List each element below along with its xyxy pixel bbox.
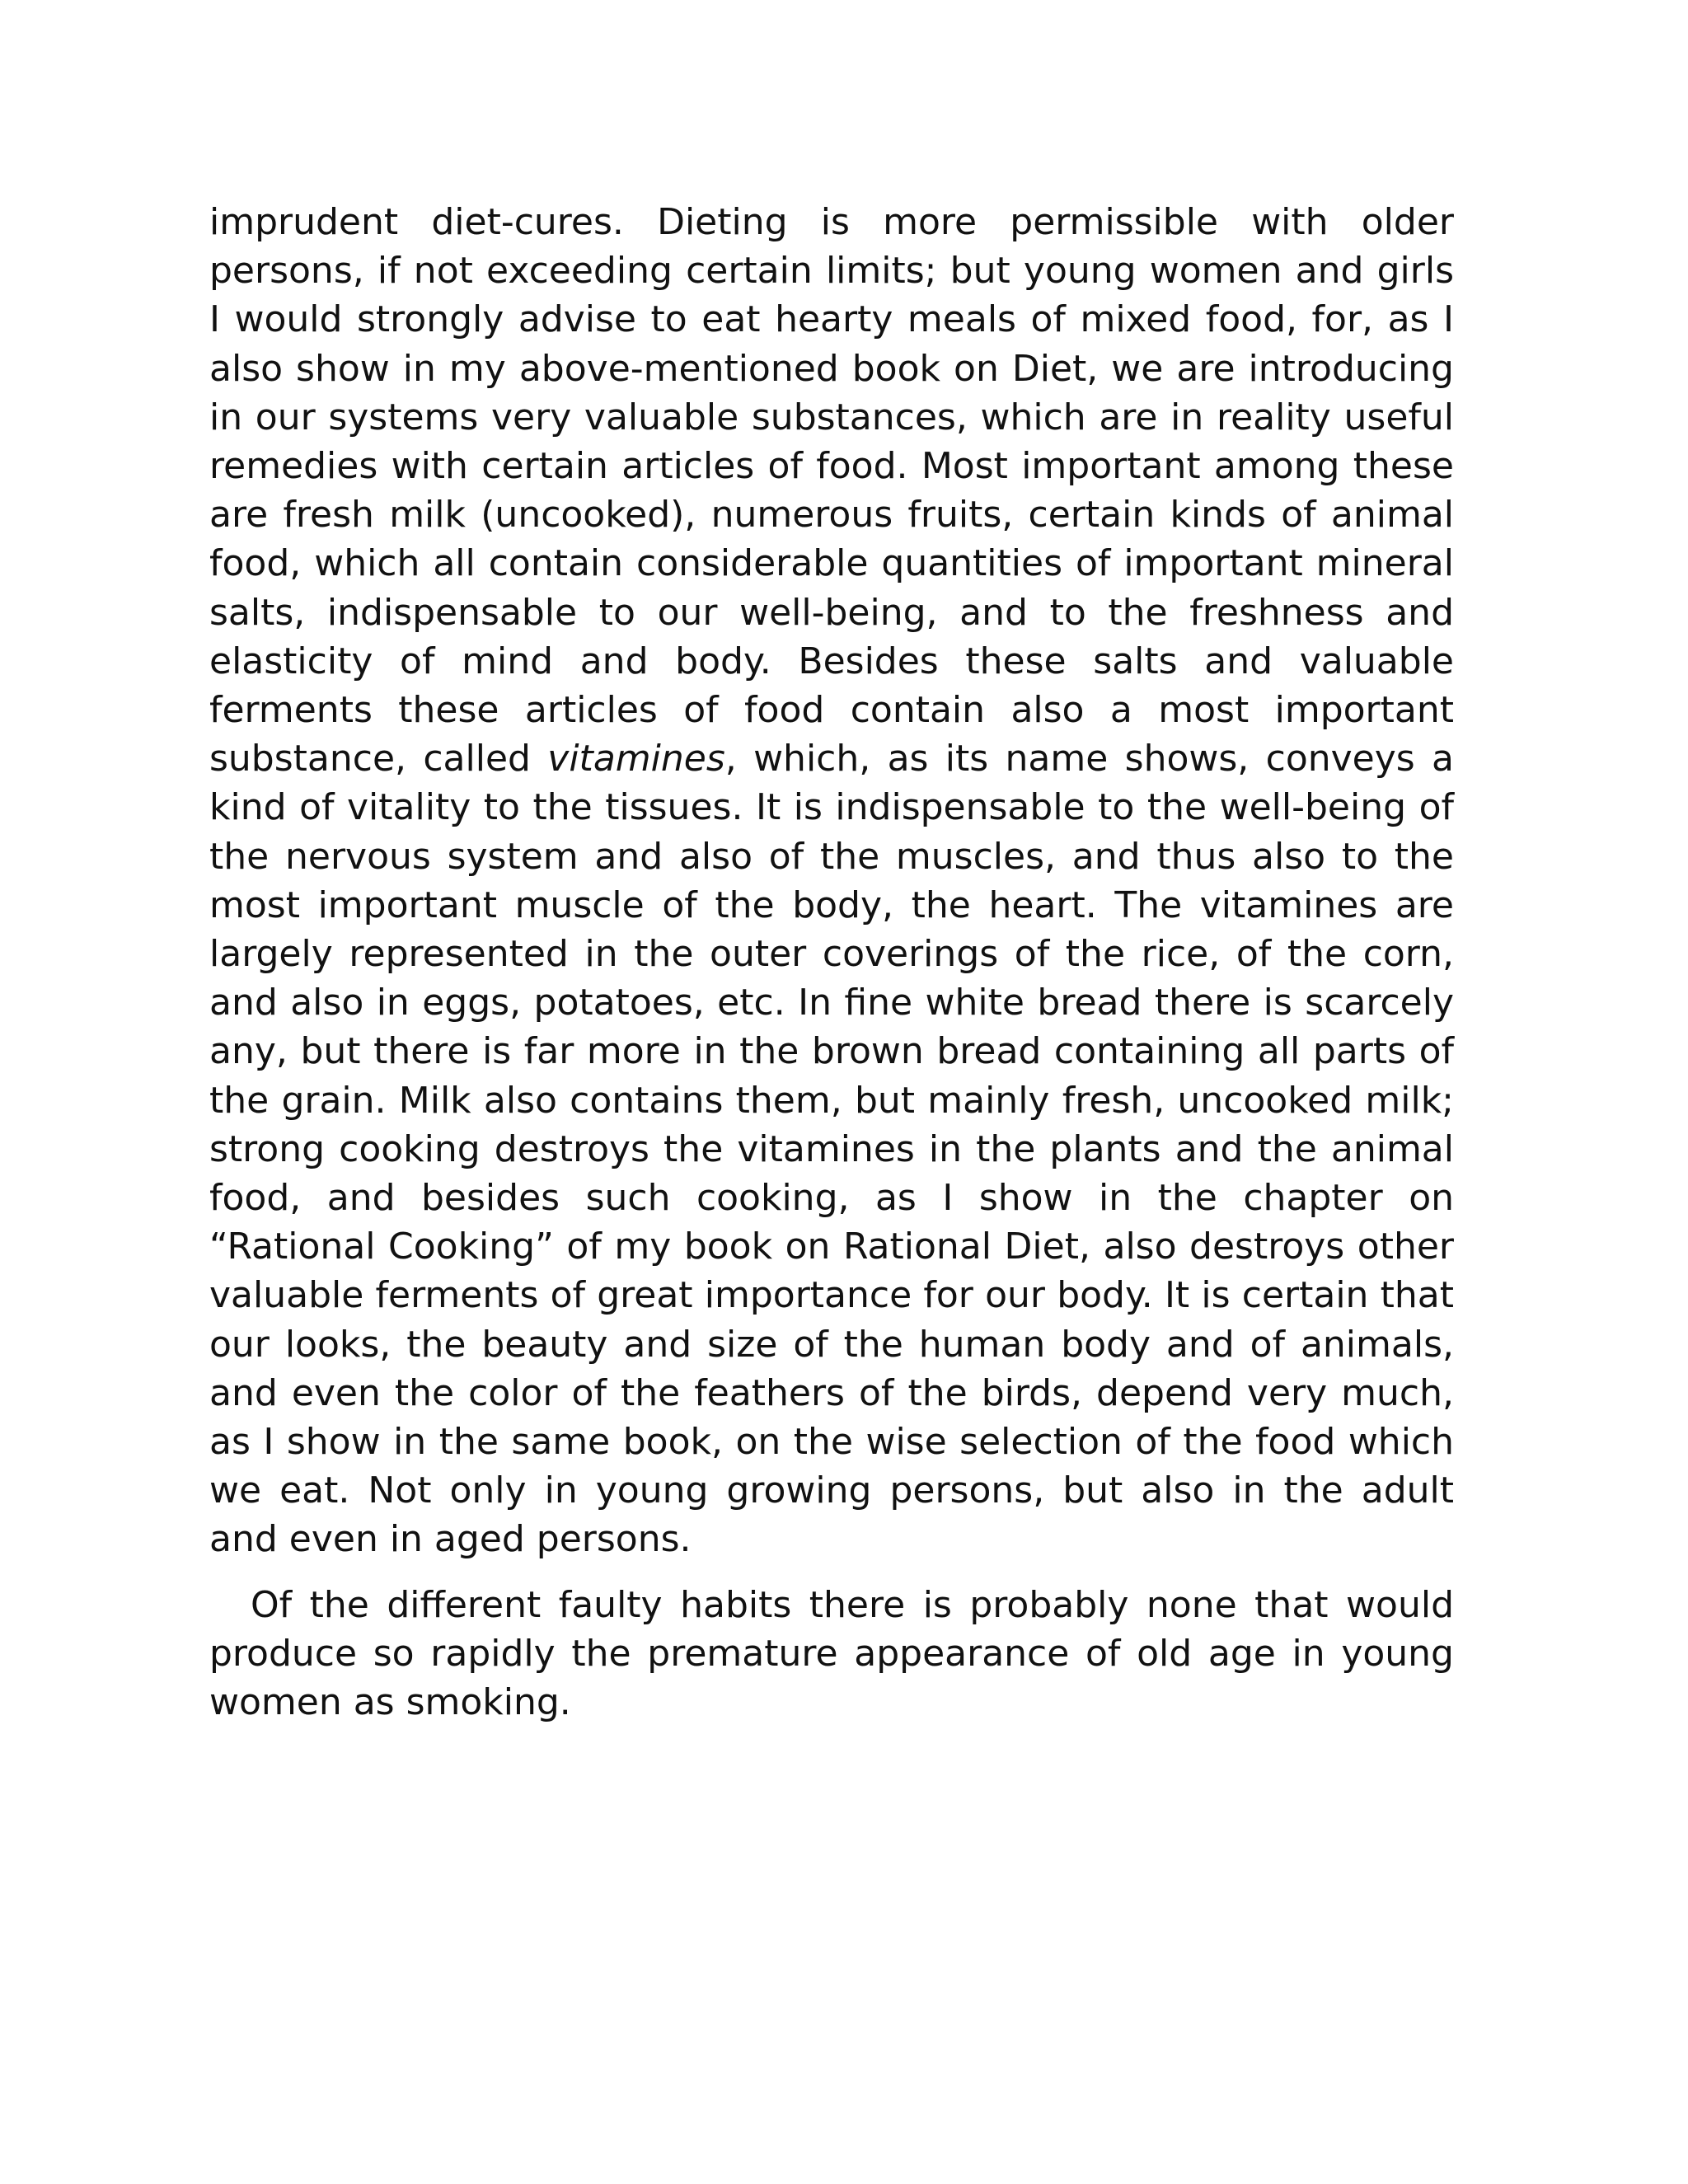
paragraph-smoking: Of the different faulty habits there is probably none that would produce so rapidly the premature appearance of old age in young women as smoking. (209, 1583, 1454, 1724)
paragraph-diet-part-2: , which, as its name shows, conveys a kind of vitality to the tissues. It is indispensable to the well-being of the nervous system and also of the muscles, and thus also to the most important muscle of the body, the heart. The vitamines are largely represented in the outer coverings of the rice, of the corn, and also in eggs, potatoes, etc. In fine white bread there is scarcely any, but there is far more in the brown bread containing all parts of the grain. Milk also contains them, but mainly fresh, uncooked milk; strong cooking destroys the vitamines in the plants and the animal food, and besides such cooking, as I show in the chapter on “Rational Cooking” of my book on Rational Diet, also destroys other valuable ferments of great importance for our body. It is certain that our looks, the beauty and size of the human body and of animals, and even the color of the feathers of the birds, depend very much, as I show in the same book, on the wise selection of the food which we eat. Not only in young growing persons, but also in the adult and even in aged persons. (209, 738, 1454, 1561)
paragraph-diet-part-1: imprudent diet-cures. Dieting is more permissible with older persons, if not exceeding certain limits; but young women and girls I would strongly advise to eat hearty meals of mixed food, for, as I also show in my above-mentioned book on Diet, we are introducing in our systems very valuable substances, which are in reality useful remedies with certain articles of food. Most important among these are fresh milk (uncooked), numerous fruits, certain kinds of animal food, which all contain considerable quantities of important mineral salts, indispensable to our well-being, and to the freshness and elasticity of mind and body. Besides these salts and valuable ferments these articles of food contain also a most important substance, called (209, 201, 1454, 780)
paragraph-diet (209, 198, 1454, 1564)
body-text (209, 198, 1454, 1727)
emphasis-vitamines: vitamines (547, 738, 725, 780)
